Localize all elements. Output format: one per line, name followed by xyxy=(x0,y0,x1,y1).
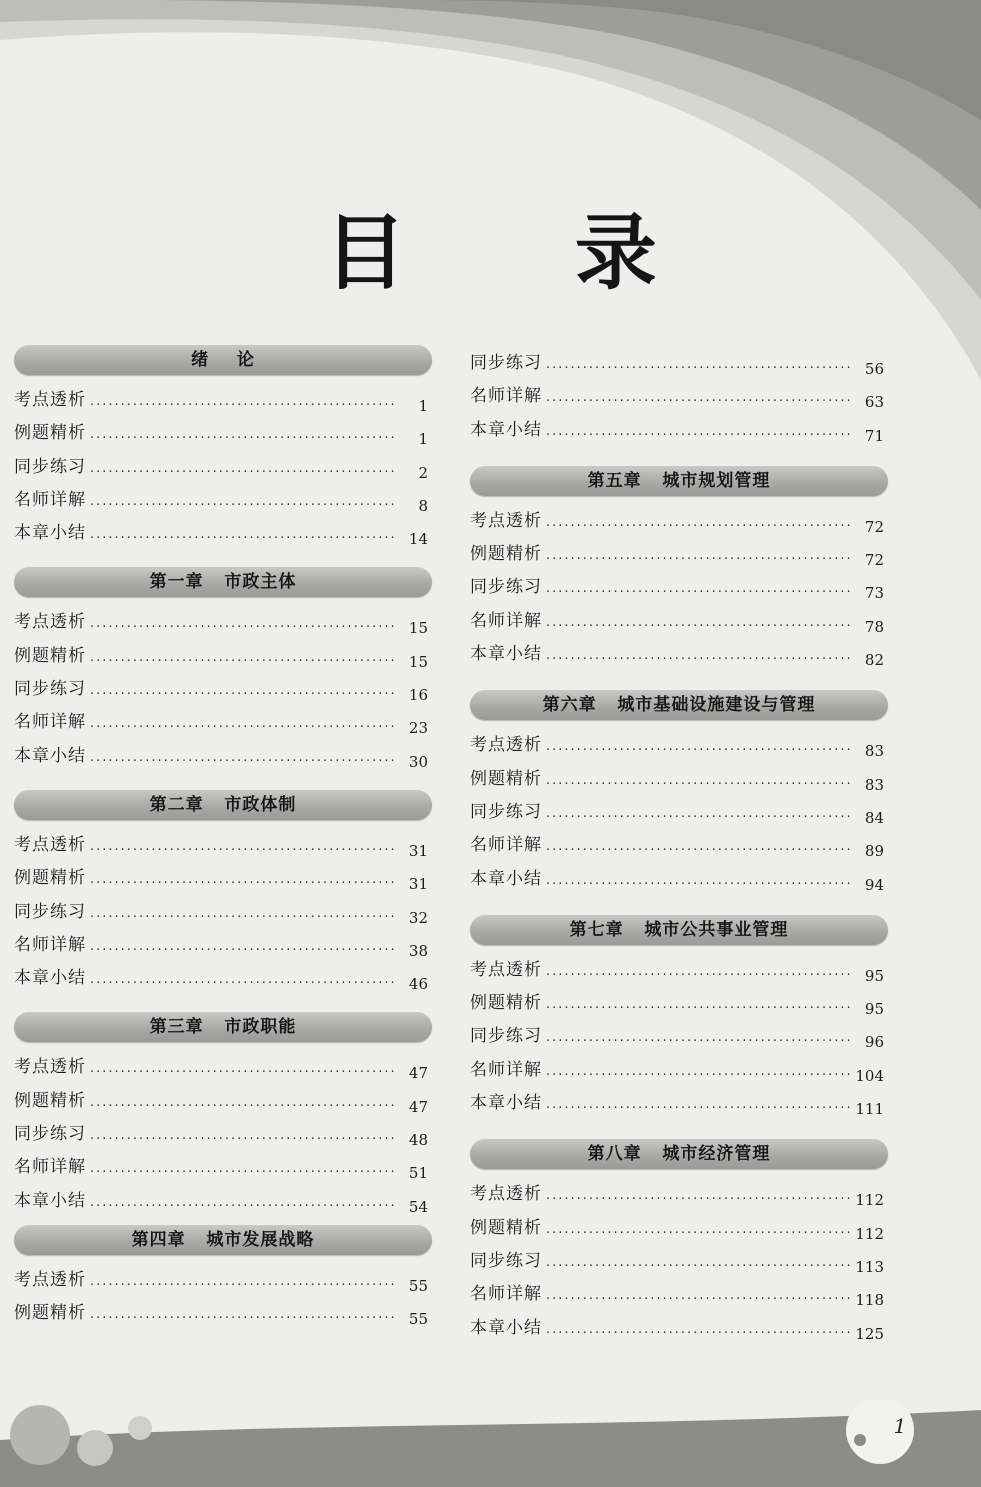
toc-entry[interactable] xyxy=(14,863,432,896)
leader-dots xyxy=(546,773,852,788)
entry-page: 2 xyxy=(418,463,428,482)
leader-dots xyxy=(546,1188,851,1203)
entry-label: 考点透析 xyxy=(14,1269,86,1290)
entry-label: 名师详解 xyxy=(14,489,86,510)
entry-page: 71 xyxy=(864,426,884,445)
entry-label: 考点透析 xyxy=(470,735,542,756)
entry-page: 113 xyxy=(855,1257,884,1276)
entry-label: 同步练习 xyxy=(470,1250,542,1271)
toc-entry[interactable] xyxy=(14,830,432,863)
leader-dots xyxy=(90,527,396,542)
toc-entry[interactable] xyxy=(470,764,888,797)
entry-label: 例题精析 xyxy=(470,1217,542,1238)
toc-section-chapter-6 xyxy=(470,690,888,900)
toc-entry[interactable] xyxy=(470,572,888,605)
entry-page: 51 xyxy=(408,1164,428,1183)
leader-dots xyxy=(90,461,396,476)
toc-entry[interactable] xyxy=(14,1086,432,1119)
entry-page: 23 xyxy=(408,719,428,738)
entry-label: 本章小结 xyxy=(470,1093,542,1114)
toc-entry[interactable] xyxy=(470,797,888,830)
entry-label: 名师详解 xyxy=(470,835,542,856)
entry-label: 本章小结 xyxy=(14,745,86,766)
leader-dots xyxy=(90,750,396,765)
entry-page: 31 xyxy=(408,841,428,860)
toc-entry[interactable] xyxy=(470,1179,888,1212)
entry-page: 83 xyxy=(864,775,884,794)
entry-page: 72 xyxy=(864,551,884,570)
entry-page: 111 xyxy=(855,1100,884,1119)
toc-entry[interactable] xyxy=(470,1246,888,1279)
entry-label: 例题精析 xyxy=(14,645,86,666)
entry-page: 1 xyxy=(418,397,428,415)
chapter-heading[interactable]: 第六章 城市基础设施建设与管理 xyxy=(470,690,888,720)
leader-dots xyxy=(546,739,852,754)
entry-label: 名师详解 xyxy=(470,1059,542,1080)
leader-dots xyxy=(546,873,852,888)
leader-dots xyxy=(546,1322,851,1337)
entry-page: 54 xyxy=(408,1197,428,1216)
entry-page: 46 xyxy=(408,975,428,994)
entry-page: 82 xyxy=(864,651,884,670)
entry-page: 72 xyxy=(864,517,884,536)
entry-label: 例题精析 xyxy=(14,1090,86,1111)
toc-entry[interactable] xyxy=(14,452,432,485)
leader-dots xyxy=(90,1195,396,1210)
toc-entry[interactable] xyxy=(470,1213,888,1246)
toc-chapter-4-continued xyxy=(470,348,888,452)
toc-section-chapter-7 xyxy=(470,915,888,1125)
entry-page: 73 xyxy=(864,584,884,603)
entry-page: 63 xyxy=(864,393,884,412)
chapter-heading[interactable]: 第八章 城市经济管理 xyxy=(470,1139,888,1169)
leader-dots xyxy=(546,515,852,530)
entry-page: 112 xyxy=(855,1224,884,1243)
toc-entry[interactable] xyxy=(470,988,888,1021)
entry-page: 55 xyxy=(408,1276,428,1295)
leader-dots xyxy=(90,616,396,631)
toc-entry[interactable] xyxy=(14,418,432,451)
toc-entry[interactable] xyxy=(470,381,888,414)
entry-page: 84 xyxy=(864,808,884,827)
entry-label: 例题精析 xyxy=(470,993,542,1014)
entry-page: 78 xyxy=(864,617,884,636)
toc-entry[interactable] xyxy=(470,830,888,863)
toc-entry[interactable] xyxy=(470,539,888,572)
entry-label: 例题精析 xyxy=(470,768,542,789)
toc-entry[interactable] xyxy=(14,963,432,996)
leader-dots xyxy=(90,716,396,731)
entry-label: 名师详解 xyxy=(14,712,86,733)
entry-label: 考点透析 xyxy=(470,510,542,531)
entry-label: 同步练习 xyxy=(14,679,86,700)
leader-dots xyxy=(546,548,852,563)
leader-dots xyxy=(90,1061,396,1076)
leader-dots xyxy=(546,615,852,630)
leader-dots xyxy=(546,964,852,979)
leader-dots xyxy=(546,357,852,372)
page-title: 目 录 xyxy=(324,206,727,301)
entry-label: 本章小结 xyxy=(470,644,542,665)
toc-entry[interactable] xyxy=(14,1186,432,1219)
entry-label: 同步练习 xyxy=(14,456,86,477)
entry-page: 83 xyxy=(864,742,884,761)
entry-label: 考点透析 xyxy=(14,390,86,410)
page-number: 1 xyxy=(893,1414,907,1438)
entry-label: 名师详解 xyxy=(470,610,542,631)
toc-right-column xyxy=(470,348,888,1350)
toc-entry[interactable] xyxy=(470,864,888,897)
leader-dots xyxy=(90,839,396,854)
entry-page: 32 xyxy=(408,908,428,927)
entry-page: 89 xyxy=(864,842,884,861)
entry-page: 48 xyxy=(408,1131,428,1150)
entry-label: 例题精析 xyxy=(14,423,86,444)
toc-entry[interactable] xyxy=(14,607,432,640)
toc-entry[interactable] xyxy=(470,1055,888,1088)
toc-left-column xyxy=(14,345,432,1336)
entry-label: 名师详解 xyxy=(470,1284,542,1305)
entry-label: 本章小结 xyxy=(14,968,86,989)
entry-page: 56 xyxy=(864,360,884,378)
entry-label: 同步练习 xyxy=(14,901,86,922)
leader-dots xyxy=(90,1274,396,1289)
chapter-heading[interactable]: 第二章 市政体制 xyxy=(14,790,432,820)
entry-page: 15 xyxy=(408,619,428,638)
toc-entry[interactable] xyxy=(470,639,888,672)
leader-dots xyxy=(90,972,396,987)
leader-dots xyxy=(546,390,852,405)
toc-section-chapter-2 xyxy=(14,790,432,1000)
leader-dots xyxy=(546,581,852,596)
toc-entry[interactable] xyxy=(14,485,432,518)
entry-page: 31 xyxy=(408,875,428,894)
leader-dots xyxy=(90,494,396,509)
entry-label: 例题精析 xyxy=(470,544,542,565)
toc-entry[interactable] xyxy=(14,1119,432,1152)
toc-entry[interactable] xyxy=(14,707,432,740)
leader-dots xyxy=(546,1288,851,1303)
entry-label: 名师详解 xyxy=(14,934,86,955)
leader-dots xyxy=(90,1128,396,1143)
entry-page: 38 xyxy=(408,941,428,960)
toc-entry[interactable] xyxy=(470,1021,888,1054)
toc-entry[interactable] xyxy=(14,674,432,707)
leader-dots xyxy=(90,1161,396,1176)
chapter-heading[interactable]: 第七章 城市公共事业管理 xyxy=(470,915,888,945)
toc-entry[interactable] xyxy=(470,1313,888,1346)
entry-page: 95 xyxy=(864,1000,884,1019)
entry-page: 96 xyxy=(864,1033,884,1052)
entry-label: 同步练习 xyxy=(470,353,542,373)
toc-section-chapter-1 xyxy=(14,567,432,777)
chapter-heading[interactable]: 第四章 城市发展战略 xyxy=(14,1225,432,1255)
leader-dots xyxy=(546,648,852,663)
leader-dots xyxy=(546,839,852,854)
leader-dots xyxy=(546,424,852,439)
entry-label: 本章小结 xyxy=(470,868,542,889)
toc-entry[interactable] xyxy=(14,518,432,551)
entry-label: 例题精析 xyxy=(14,1303,86,1324)
toc-section-chapter-4 xyxy=(14,1225,432,1336)
leader-dots xyxy=(90,427,396,442)
leader-dots xyxy=(90,872,396,887)
leader-dots xyxy=(90,683,396,698)
toc-entry[interactable] xyxy=(470,506,888,539)
leader-dots xyxy=(90,394,396,409)
toc-entry[interactable] xyxy=(14,741,432,774)
leader-dots xyxy=(546,806,852,821)
entry-page: 125 xyxy=(855,1324,884,1343)
toc-entry[interactable] xyxy=(14,641,432,674)
leader-dots xyxy=(546,997,852,1012)
toc-entry[interactable] xyxy=(470,1088,888,1121)
entry-label: 考点透析 xyxy=(14,1057,86,1078)
entry-page: 30 xyxy=(408,752,428,771)
toc-entry[interactable] xyxy=(14,1298,432,1331)
footer-bubbles-decoration xyxy=(0,1400,981,1487)
toc-entry[interactable] xyxy=(470,606,888,639)
leader-dots xyxy=(90,1095,396,1110)
entry-label: 名师详解 xyxy=(470,386,542,407)
toc-entry[interactable] xyxy=(14,1265,432,1298)
toc-entry[interactable] xyxy=(470,955,888,988)
leader-dots xyxy=(546,1097,851,1112)
entry-label: 例题精析 xyxy=(14,868,86,889)
entry-label: 考点透析 xyxy=(470,1184,542,1205)
entry-page: 47 xyxy=(408,1064,428,1083)
toc-entry[interactable] xyxy=(470,730,888,763)
toc-entry[interactable] xyxy=(470,415,888,448)
entry-page: 104 xyxy=(855,1066,884,1085)
entry-label: 考点透析 xyxy=(470,959,542,980)
entry-page: 112 xyxy=(855,1191,884,1210)
toc-section-intro xyxy=(14,345,432,555)
entry-label: 本章小结 xyxy=(14,523,86,544)
entry-label: 名师详解 xyxy=(14,1157,86,1178)
toc-entry[interactable] xyxy=(14,1152,432,1185)
entry-label: 考点透析 xyxy=(14,612,86,633)
entry-page: 16 xyxy=(408,686,428,705)
entry-page: 55 xyxy=(408,1310,428,1329)
entry-page: 47 xyxy=(408,1097,428,1116)
entry-label: 本章小结 xyxy=(470,419,542,440)
entry-page: 118 xyxy=(855,1291,884,1310)
entry-page: 14 xyxy=(408,530,428,549)
entry-page: 94 xyxy=(864,875,884,894)
leader-dots xyxy=(90,939,396,954)
toc-section-chapter-3 xyxy=(14,1012,432,1222)
toc-entry[interactable] xyxy=(14,385,432,418)
toc-entry[interactable] xyxy=(14,897,432,930)
entry-label: 同步练习 xyxy=(470,801,542,822)
chapter-heading[interactable]: 第三章 市政职能 xyxy=(14,1012,432,1042)
leader-dots xyxy=(546,1030,852,1045)
entry-label: 同步练习 xyxy=(470,1026,542,1047)
entry-label: 考点透析 xyxy=(14,834,86,855)
toc-section-chapter-8 xyxy=(470,1139,888,1349)
toc-entry[interactable] xyxy=(470,348,888,381)
chapter-heading[interactable]: 绪 论 xyxy=(14,345,432,375)
toc-entry[interactable] xyxy=(14,930,432,963)
chapter-heading[interactable]: 第五章 城市规划管理 xyxy=(470,466,888,496)
leader-dots xyxy=(90,1307,396,1322)
entry-label: 同步练习 xyxy=(14,1124,86,1145)
chapter-heading[interactable]: 第一章 市政主体 xyxy=(14,567,432,597)
leader-dots xyxy=(90,650,396,665)
entry-page: 1 xyxy=(418,430,428,449)
leader-dots xyxy=(546,1222,851,1237)
entry-page: 8 xyxy=(418,496,428,515)
leader-dots xyxy=(546,1255,851,1270)
toc-entry[interactable] xyxy=(470,1279,888,1312)
leader-dots xyxy=(546,1064,851,1079)
entry-label: 本章小结 xyxy=(470,1317,542,1338)
toc-entry[interactable] xyxy=(14,1052,432,1085)
entry-page: 95 xyxy=(864,966,884,985)
toc-section-chapter-5 xyxy=(470,466,888,676)
leader-dots xyxy=(90,906,396,921)
entry-label: 本章小结 xyxy=(14,1190,86,1211)
entry-page: 15 xyxy=(408,652,428,671)
entry-label: 同步练习 xyxy=(470,577,542,598)
